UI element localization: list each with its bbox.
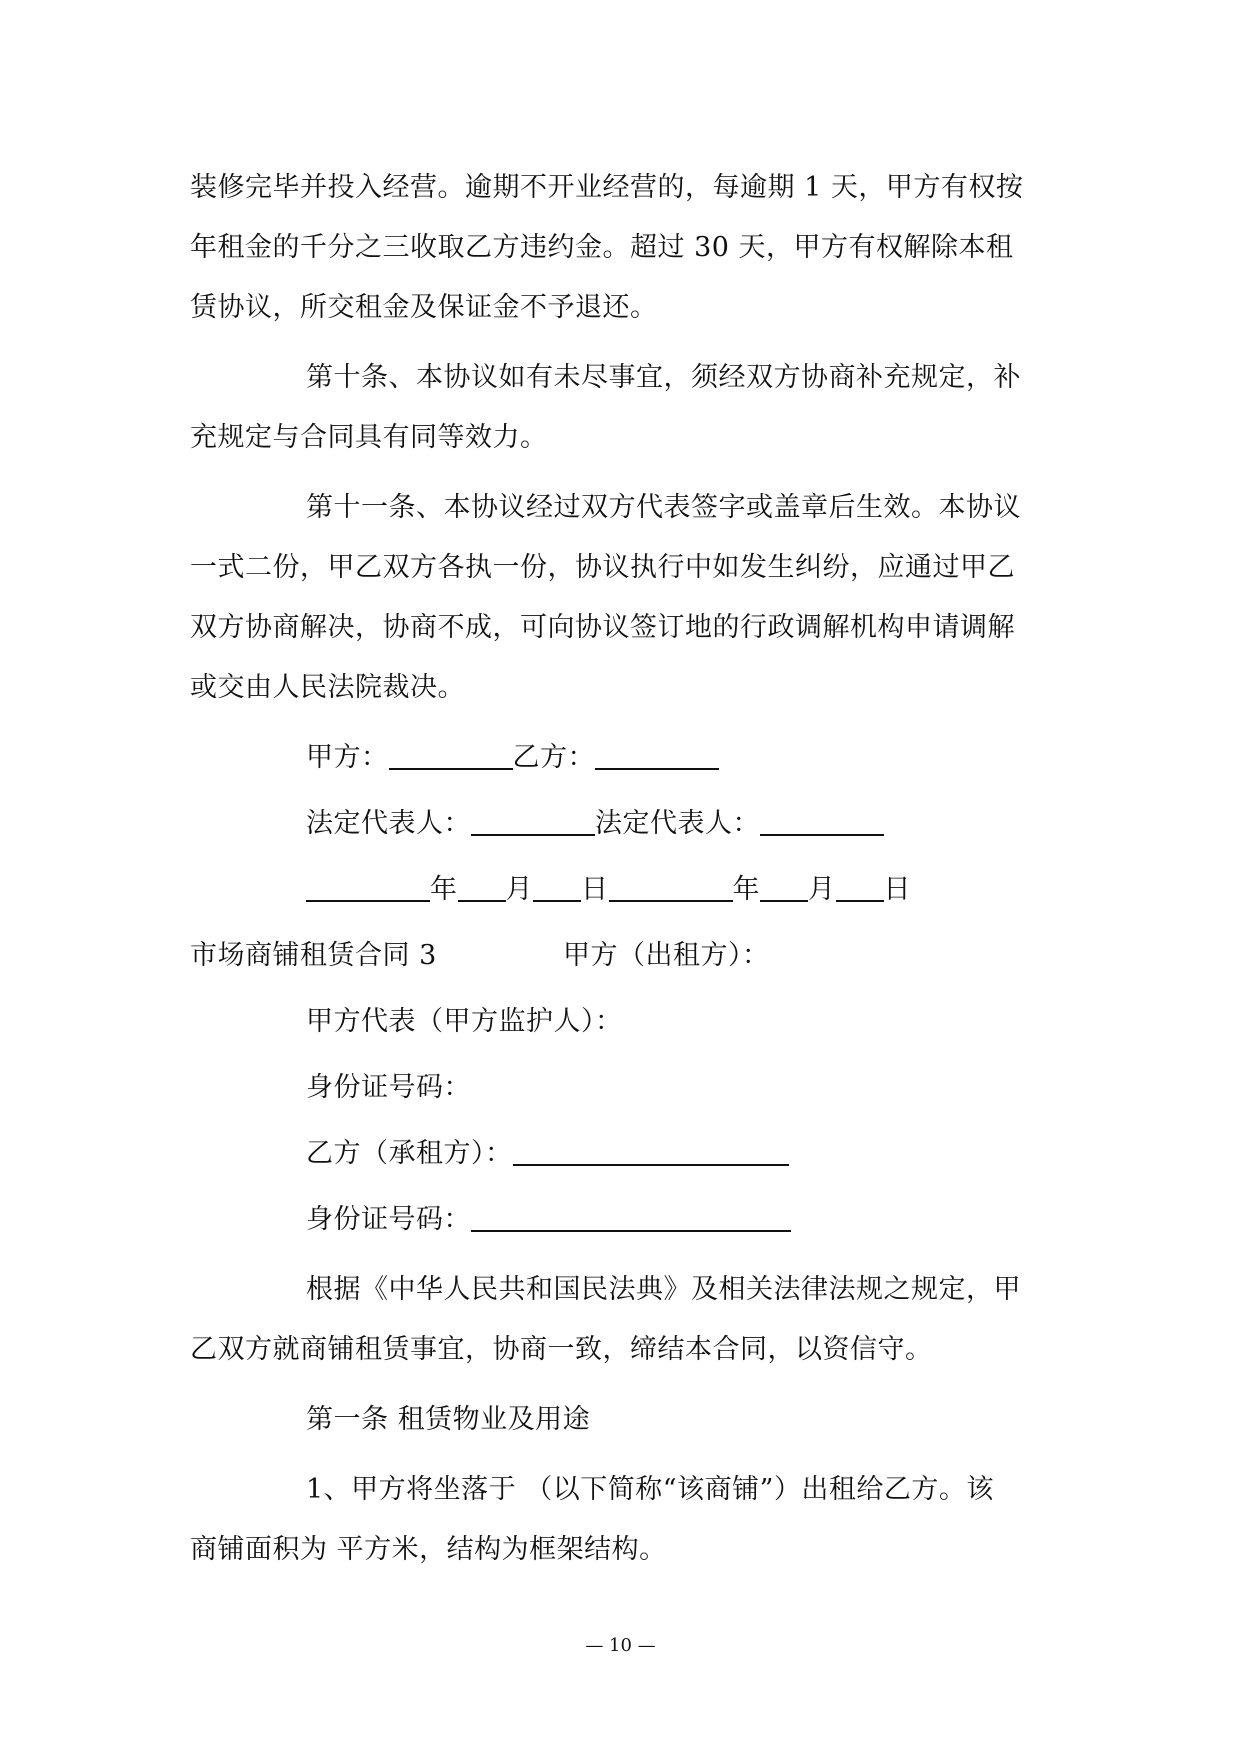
page-number: — 10 — [585, 1635, 656, 1656]
party-a-label: 甲方： [306, 742, 389, 773]
lessee-id-label: 身份证号码： [306, 1204, 471, 1235]
body-line: 充规定与合同具有同等效力。 [190, 422, 548, 453]
rep-a-blank [471, 804, 595, 836]
month-blank [760, 870, 808, 902]
month-label: 月 [808, 874, 836, 905]
signature-representatives [306, 804, 884, 844]
article-1-clause-1: 1、甲方将坐落于 （以下简称“该商铺”）出租给乙方。该 [306, 1474, 994, 1505]
body-line: 一式二份，甲乙双方各执一份，协议执行中如发生纠纷，应通过甲乙 [190, 552, 1015, 583]
lessee-label: 乙方（承租方）： [306, 1138, 513, 1169]
year-blank [609, 870, 733, 902]
rep-a-label: 法定代表人： [306, 808, 471, 839]
body-line: 装修完毕并投入经营。逾期不开业经营的，每逾期 1 天，甲方有权按 [190, 172, 1024, 203]
article-11: 第十一条、本协议经过双方代表签字或盖章后生效。本协议 [306, 492, 1021, 523]
party-b-blank [595, 738, 719, 770]
year-blank [306, 870, 430, 902]
lessor-label: 甲方（出租方）： [563, 940, 770, 971]
rep-b-label: 法定代表人： [595, 808, 760, 839]
lessor-id-number: 身份证号码： [306, 1072, 471, 1103]
day-blank [836, 870, 884, 902]
lessor-representative: 甲方代表（甲方监护人）： [306, 1006, 623, 1037]
signature-dates [306, 870, 911, 910]
lessee-id-line [306, 1200, 791, 1240]
day-label: 日 [581, 874, 609, 905]
body-line: 或交由人民法院裁决。 [190, 672, 465, 703]
body-line: 年租金的千分之三收取乙方违约金。超过 30 天，甲方有权解除本租 [190, 232, 1014, 263]
article-10: 第十条、本协议如有未尽事宜，须经双方协商补充规定，补 [306, 362, 1021, 393]
party-b-label: 乙方： [512, 742, 595, 773]
preamble-line: 根据《中华人民共和国民法典》及相关法律法规之规定，甲 [306, 1274, 1021, 1305]
day-label: 日 [883, 874, 911, 905]
body-line: 赁协议，所交租金及保证金不予退还。 [190, 292, 658, 323]
day-blank [533, 870, 581, 902]
body-line: 双方协商解决，协商不成，可向协议签订地的行政调解机构申请调解 [190, 612, 1015, 643]
month-blank [458, 870, 506, 902]
lessee-id-blank [471, 1200, 791, 1232]
party-a-blank [389, 738, 513, 770]
contract-3-title: 市场商铺租赁合同 3 [190, 940, 437, 971]
lessee-line [306, 1134, 789, 1174]
preamble-line: 乙双方就商铺租赁事宜，协商一致，缔结本合同，以资信守。 [190, 1334, 933, 1365]
lessee-blank [513, 1134, 789, 1166]
article-1-clause-1-cont: 商铺面积为 平方米，结构为框架结构。 [190, 1534, 667, 1565]
rep-b-blank [760, 804, 884, 836]
signature-parties [306, 738, 719, 778]
month-label: 月 [505, 874, 533, 905]
year-label: 年 [430, 874, 458, 905]
year-label: 年 [732, 874, 760, 905]
article-1-heading: 第一条 租赁物业及用途 [306, 1404, 591, 1435]
